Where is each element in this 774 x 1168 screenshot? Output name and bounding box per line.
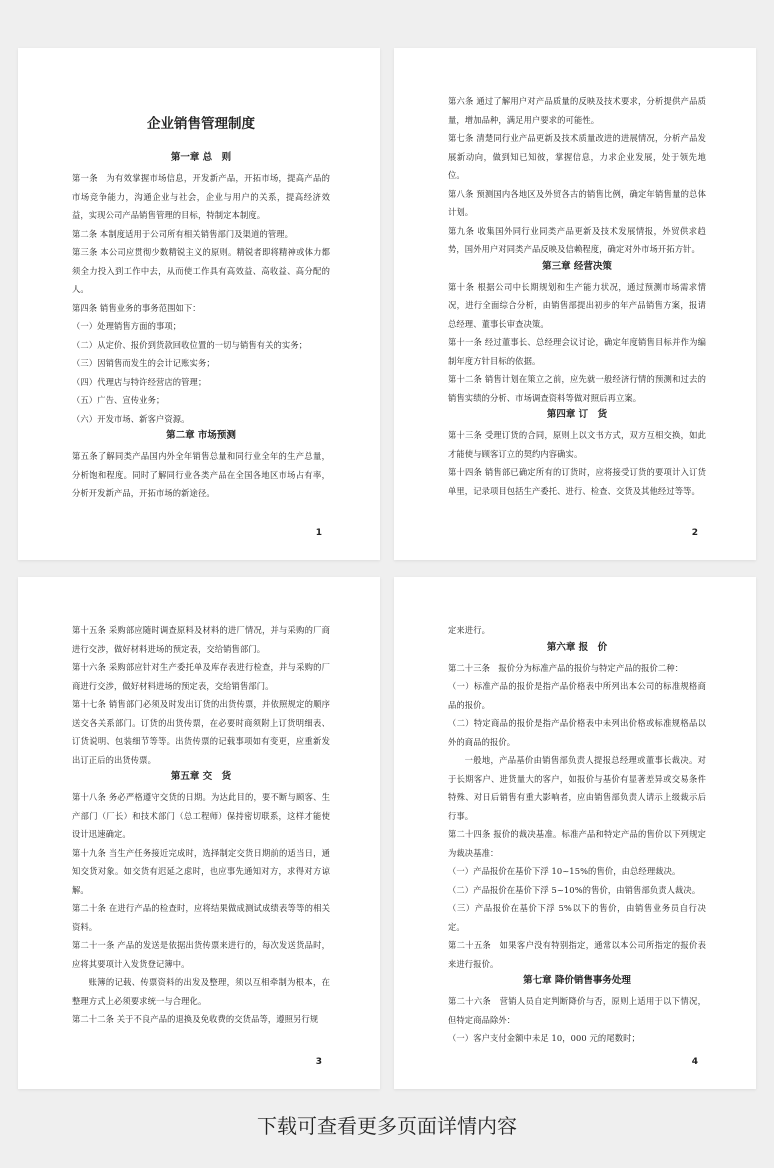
paragraph: （五）广告、宣传业务； bbox=[72, 395, 165, 405]
paragraph: 第二十一条 产品的发送是依据出货传票来进行的，每次发送货品时，应将其要项计入发货登记簿中。 bbox=[72, 940, 330, 969]
document-page-3 bbox=[18, 577, 380, 1089]
paragraph: 第一条 为有效掌握市场信息，开发新产品，开拓市场，提高产品的市场竞争能力，沟通企业与社会，企业与用户的关系，提高经济效益，实现公司产品销售管理的目标，特制定本制度。 bbox=[72, 173, 330, 220]
paragraph: 第十八条 务必严格遵守交货的日期。为达此目的，要不断与顾客、生产部门（厂长）和技术部门（总工程师）保持密切联系，这样才能使设计迅速确定。 bbox=[72, 792, 330, 839]
paragraph: （二）产品报价在基价下浮 5~10%的售价，由销售部负责人裁决。 bbox=[448, 884, 701, 895]
paragraph: 第二十六条 营销人员自定判断降价与否，原则上适用于以下情况，但特定商品除外： bbox=[448, 996, 706, 1025]
paragraph: 第五条了解同类产品国内外全年销售总量和同行业全年的生产总量，分析饱和程度。同时了解同行业各类产品在全国各地区市场占有率，分析开发新产品，开拓市场的新途径。 bbox=[72, 451, 330, 498]
paragraph: 账簿的记载、传票资料的出发及整理，须以互相牵制为根本，在整理方式上必须要求统一与合理化。 bbox=[72, 977, 330, 1006]
paragraph: （四）代理店与特许经营店的管理； bbox=[72, 376, 207, 387]
paragraph: 第二十三条 报价分为标准产品的报价与特定产品的报价二种： bbox=[448, 662, 684, 673]
paragraph: 第三条 本公司应贯彻少数精锐主义的原则。精锐者即将精神或体力都须全力投入到工作中去，从而使工作具有高效益、高收益、高分配的人。 bbox=[72, 247, 330, 294]
chapter-heading: 第四章 订 货 bbox=[546, 409, 608, 420]
chapter-heading: 第六章 报 价 bbox=[546, 641, 608, 653]
paragraph: （一）标准产品的报价是指产品价格表中所列出本公司的标准规格商品的报价。 bbox=[448, 681, 706, 710]
chapter-heading: 第二章 市场预测 bbox=[166, 430, 236, 441]
paragraph: 第二条 本制度适用于公司所有相关销售部门及渠道的管理。 bbox=[72, 228, 294, 239]
paragraph: （六）开发市场、新客户资源。 bbox=[72, 413, 190, 424]
paragraph: 第十五条 采购部应随时调查原料及材料的进厂情况，并与采购的厂商进行交涉，做好材料进场的预定表，交给销售部门。 bbox=[72, 625, 330, 654]
paragraph: （一）产品报价在基价下浮 10~15%的售价，由总经理裁决。 bbox=[448, 866, 681, 876]
chapter-heading: 第一章 总 则 bbox=[170, 152, 232, 163]
document-page-2 bbox=[394, 48, 756, 560]
paragraph: 第十六条 采购部应针对生产委托单及库存表进行检查，并与采购的厂商进行交涉，做好材料进场的预定表，交给销售部门。 bbox=[72, 662, 330, 691]
paragraph: （二）特定商品的报价是指产品价格表中未列出价格或标准规格品以外的商品的报价。 bbox=[448, 718, 706, 747]
paragraph: （三）产品报价在基价下浮 5%以下的售价，由销售业务员自行决定。 bbox=[448, 903, 706, 932]
paragraph: 第十四条 销售部已确定所有的订货时，应将接受订货的要项计入订货单里，记录项目包括生产委托、进行、检查、交货及其他经过等等。 bbox=[448, 467, 706, 496]
document-title: 企业销售管理制度 bbox=[147, 116, 255, 132]
paragraph: 第七条 清楚同行业产品更新及技术质量改进的进展情况，分析产品发展新动向，做到知已知彼，掌握信息，力求企业发展，处于领先地位。 bbox=[448, 133, 706, 180]
document-page-4 bbox=[394, 577, 756, 1089]
paragraph: 第十七条 销售部门必须及时发出订货的出货传票，并依照规定的顺序送交各关系部门。订货的出货传票，在必要时商须附上订货明细表、订货说明、包装细节等等。出货传票的记载事项如有变更，应重新发出订正后的出货传票。 bbox=[72, 699, 330, 765]
page-number: 2 bbox=[691, 528, 698, 538]
paragraph: 第九条 收集国外同行业同类产品更新及技术发展情报，外贸供求趋势，国外用户对同类产品反映及信赖程度，确定对外市场开拓方针。 bbox=[448, 225, 706, 254]
paragraph: 第十一条 经过董事长、总经理会议讨论，确定年度销售目标并作为编制年度方针目标的依据。 bbox=[448, 337, 706, 366]
paragraph: 第六条 通过了解用户对产品质量的反映及技术要求，分析提供产品质量，增加品种，满足用户要求的可能性。 bbox=[448, 96, 706, 125]
paragraph: 第二十二条 关于不良产品的退换及免收费的交货品等，遵照另行规 bbox=[72, 1014, 319, 1024]
chapter-heading: 第五章 交 货 bbox=[170, 771, 232, 782]
paragraph: 第二十条 在进行产品的检查时，应将结果做成测试成绩表等等的相关资料。 bbox=[72, 903, 330, 932]
paragraph: 第十九条 当生产任务接近完成时，选择制定交货日期前的适当日，通知交货对象。如交货有迟延之虑时，也应事先通知对方，求得对方谅解。 bbox=[72, 847, 330, 895]
paragraph: 第二十五条 如果客户没有特别指定，通常以本公司所指定的报价表来进行报价。 bbox=[448, 940, 706, 969]
paragraph: （一）处理销售方面的事项； bbox=[72, 321, 182, 331]
page-content bbox=[72, 112, 330, 503]
paragraph: 第十三条 受理订货的合同，原则上以文书方式，双方互相交换，如此才能使与顾客订立的契约内容确实。 bbox=[448, 430, 706, 459]
paragraph: 第四条 销售业务的事务范围如下： bbox=[72, 302, 201, 313]
paragraph: 一般地，产品基价由销售部负责人提报总经理或董事长裁决。对于长期客户、进货量大的客户，如报价与基价有显著差异或交易条件特殊、对日后销售有重大影响者，应由销售部负责人请示上级裁示后行事。 bbox=[448, 755, 706, 821]
paragraph: 第十二条 销售计划在策立之前，应先就一般经济行情的预测和过去的销售实绩的分析、市场调查资料等做对照后再立案。 bbox=[448, 374, 706, 403]
paragraph: 第二十四条 报价的裁决基准。标准产品和特定产品的售价以下列规定为裁决基准： bbox=[448, 829, 706, 858]
page-content bbox=[448, 621, 706, 1048]
page-number: 3 bbox=[315, 1057, 322, 1067]
download-more-caption: 下载可查看更多页面详情内容 bbox=[257, 1114, 517, 1138]
page-number: 4 bbox=[691, 1057, 698, 1067]
page-content bbox=[448, 92, 706, 500]
chapter-heading: 第七章 降价销售事务处理 bbox=[523, 975, 631, 986]
paragraph: （三）因销售而发生的会计记账实务； bbox=[72, 358, 215, 368]
page-content bbox=[72, 621, 330, 1029]
paragraph: 第十条 根据公司中长期规划和生产能力状况，通过预测市场需求情况，进行全面综合分析，由销售部提出初步的年产品销售方案，报请总经理、董事长审查决策。 bbox=[448, 281, 706, 329]
paragraph: （一）客户支付金额中未足 10，000 元的尾数时； bbox=[448, 1033, 640, 1043]
page-number: 1 bbox=[315, 528, 322, 538]
paragraph: （二）从定价、报价到货款回收位置的一切与销售有关的实务； bbox=[72, 339, 308, 350]
document-page-1 bbox=[18, 48, 380, 560]
paragraph: 定来进行。 bbox=[448, 625, 490, 635]
chapter-heading: 第三章 经营决策 bbox=[542, 260, 612, 272]
paragraph: 第八条 预测国内各地区及外贸各古的销售比例，确定年销售量的总体计划。 bbox=[448, 188, 706, 217]
